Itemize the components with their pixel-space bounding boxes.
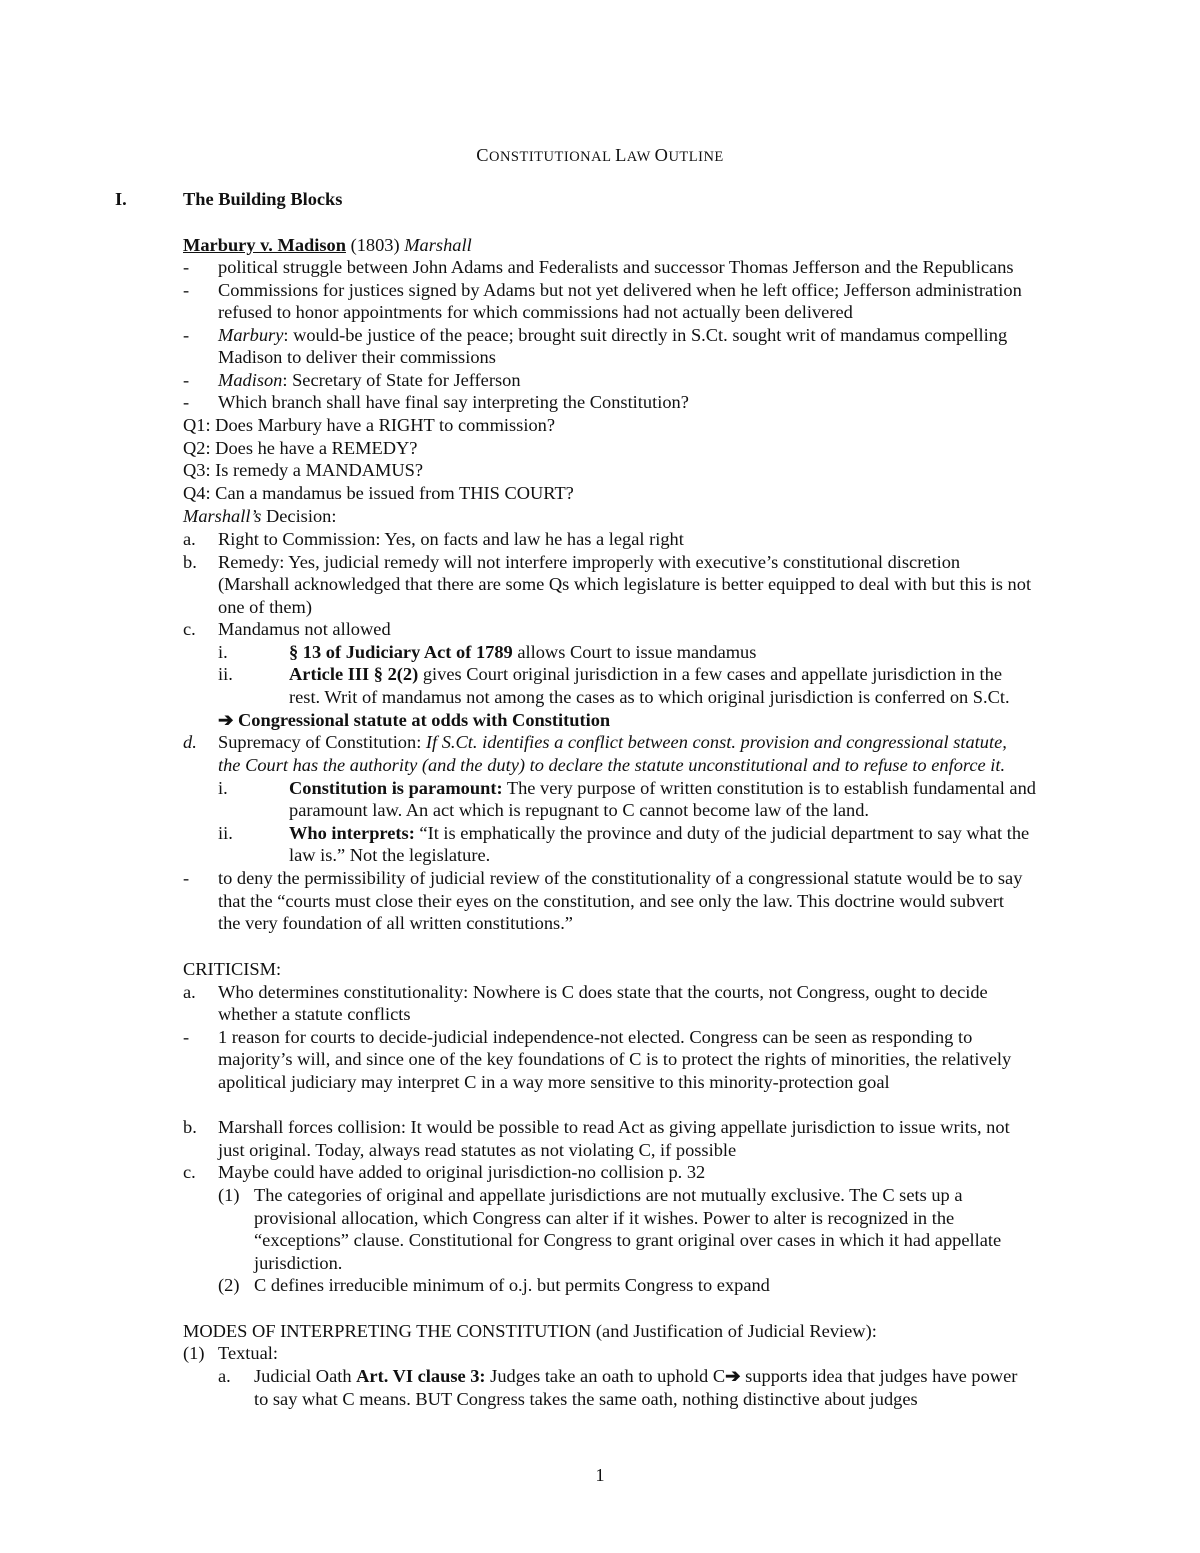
bullet-dash: - — [183, 370, 190, 390]
list-text: (Marshall acknowledged that there are some Qs which legislature is better equipped to deal with but this is not — [218, 574, 1032, 594]
bullet-dash: - — [183, 325, 190, 345]
bullet-text: refused to honor appointments for which commissions had not actually been delivered — [218, 302, 853, 322]
document-title: CONSTITUTIONAL LAW OUTLINE — [476, 145, 724, 165]
sub-marker: i. — [218, 778, 228, 798]
sub-marker: (1) — [183, 1343, 205, 1363]
list-marker: b. — [183, 552, 197, 572]
conclusion-line: ➔ Congressional statute at odds with Constitution — [218, 710, 611, 730]
bullet-text: Marbury: would-be justice of the peace; brought suit directly in S.Ct. sought writ of mandamus compelling — [218, 325, 1008, 345]
bullet-dash: - — [183, 392, 190, 412]
sub-text: rest. Writ of mandamus not among the cases as to which original jurisdiction is conferred on S.Ct. — [289, 687, 1010, 707]
sub-text: provisional allocation, which Congress can alter if it wishes. Power to alter is recognized in the — [254, 1208, 955, 1228]
decision-heading: Marshall’s Decision: — [183, 506, 337, 526]
sub-text: “exceptions” clause. Constitutional for Congress to grant original over cases in which it had appellate — [254, 1230, 1002, 1250]
sub-marker: ii. — [218, 664, 233, 684]
arrow-icon: ➔ — [725, 1366, 741, 1386]
bullet-text: to deny the permissibility of judicial review of the constitutionality of a congressional statute would be to say — [218, 868, 1023, 888]
bullet-text: Madison to deliver their commissions — [218, 347, 496, 367]
bullet-text: political struggle between John Adams and Federalists and successor Thomas Jefferson and the Republicans — [218, 257, 1014, 277]
list-marker: d. — [183, 732, 197, 752]
bullet-text: majority’s will, and since one of the key foundations of C is to protect the rights of minorities, the relatively — [218, 1049, 1012, 1069]
sub-marker: (2) — [218, 1275, 240, 1295]
list-text: Remedy: Yes, judicial remedy will not interfere improperly with executive’s constitutional discretion — [218, 552, 961, 572]
list-text: Who determines constitutionality: Nowhere is C does state that the courts, not Congress, ought to decide — [218, 982, 988, 1002]
bullet-text: apolitical judiciary may interpret C in a way more sensitive to this minority-protection goal — [218, 1072, 890, 1092]
sub-text: Who interprets: “It is emphatically the province and duty of the judicial department to say what the — [289, 823, 1030, 843]
modes-heading: MODES OF INTERPRETING THE CONSTITUTION (and Justification of Judicial Review): — [183, 1321, 877, 1341]
sub-marker: ii. — [218, 823, 233, 843]
list-text: to say what C means. BUT Congress takes the same oath, nothing distinctive about judges — [254, 1389, 918, 1409]
question-line: Q2: Does he have a REMEDY? — [183, 438, 418, 458]
list-text: whether a statute conflicts — [218, 1004, 411, 1024]
sub-text: paramount law. An act which is repugnant to C cannot become law of the land. — [289, 800, 869, 820]
list-marker: a. — [218, 1366, 231, 1386]
bullet-text: the very foundation of all written constitutions.” — [218, 913, 573, 933]
list-text: Maybe could have added to original jurisdiction-no collision p. 32 — [218, 1162, 706, 1182]
list-text: Right to Commission: Yes, on facts and law he has a legal right — [218, 529, 684, 549]
sub-text: The categories of original and appellate jurisdictions are not mutually exclusive. The C sets up a — [254, 1185, 963, 1205]
criticism-heading: CRITICISM: — [183, 959, 282, 979]
bullet-dash: - — [183, 1027, 190, 1047]
list-text: Marshall forces collision: It would be possible to read Act as giving appellate jurisdiction to issue writs, not — [218, 1117, 1010, 1137]
bullet-dash: - — [183, 868, 190, 888]
sub-text: law is.” Not the legislature. — [289, 845, 491, 865]
list-text: Supremacy of Constitution: If S.Ct. identifies a conflict between const. provision and congressional statute, — [218, 732, 1007, 752]
bullet-text: Which branch shall have final say interpreting the Constitution? — [218, 392, 689, 412]
case-heading: Marbury v. Madison (1803) Marshall — [183, 235, 472, 255]
bullet-text: Commissions for justices signed by Adams but not yet delivered when he left office; Jefferson administration — [218, 280, 1022, 300]
list-text: one of them) — [218, 597, 312, 617]
bullet-dash: - — [183, 257, 190, 277]
arrow-icon: ➔ — [218, 710, 234, 730]
sub-text: Constitution is paramount: The very purpose of written constitution is to establish fundamental and — [289, 778, 1036, 798]
bullet-dash: - — [183, 280, 190, 300]
list-marker: a. — [183, 529, 196, 549]
list-text: just original. Today, always read statutes as not violating C, if possible — [218, 1140, 737, 1160]
sub-marker: i. — [218, 642, 228, 662]
sub-text: Article III § 2(2) gives Court original jurisdiction in a few cases and appellate jurisdiction in the — [289, 664, 1002, 684]
page-number: 1 — [595, 1465, 605, 1485]
list-text: the Court has the authority (and the duty) to declare the statute unconstitutional and to refuse to enforce it. — [218, 755, 1006, 775]
list-text: Judicial Oath Art. VI clause 3: Judges take an oath to uphold C➔ supports idea that judges have power — [254, 1366, 1018, 1386]
list-marker: b. — [183, 1117, 197, 1137]
bullet-text: 1 reason for courts to decide-judicial independence-not elected. Congress can be seen as responding to — [218, 1027, 973, 1047]
question-line: Q3: Is remedy a MANDAMUS? — [183, 460, 424, 480]
list-marker: a. — [183, 982, 196, 1002]
list-text: Textual: — [218, 1343, 278, 1363]
list-text: Mandamus not allowed — [218, 619, 391, 639]
sub-text: jurisdiction. — [254, 1253, 343, 1273]
question-line: Q4: Can a mandamus be issued from THIS COURT? — [183, 483, 574, 503]
section-number: I. — [115, 189, 127, 209]
list-marker: c. — [183, 1162, 196, 1182]
question-line: Q1: Does Marbury have a RIGHT to commission? — [183, 415, 556, 435]
bullet-text: that the “courts must close their eyes on the constitution, and see only the law. This doctrine would subvert — [218, 891, 1005, 911]
section-heading: The Building Blocks — [183, 189, 343, 209]
sub-text: § 13 of Judiciary Act of 1789 allows Court to issue mandamus — [289, 642, 757, 662]
list-marker: c. — [183, 619, 196, 639]
bullet-text: Madison: Secretary of State for Jefferson — [218, 370, 521, 390]
sub-text: C defines irreducible minimum of o.j. but permits Congress to expand — [254, 1275, 770, 1295]
sub-marker: (1) — [218, 1185, 240, 1205]
